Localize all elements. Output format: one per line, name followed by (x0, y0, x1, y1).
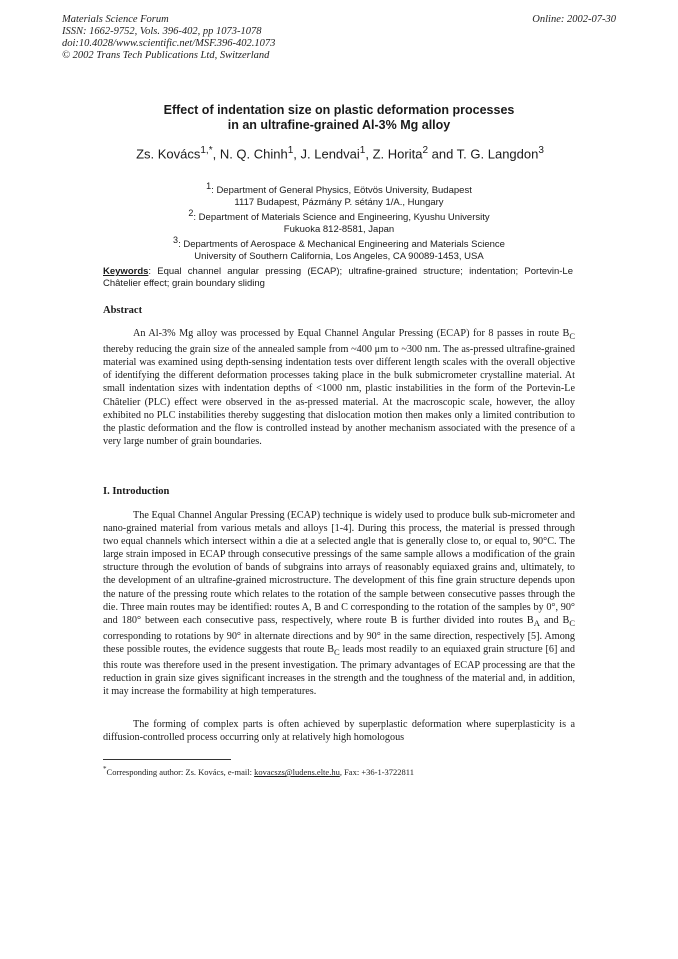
affiliation-line: : Departments of Aerospace & Mechanical Engineering and Materials Science (178, 239, 505, 251)
keywords (103, 266, 573, 290)
issn-line: ISSN: 1662-9752, Vols. 396-402, pp 1073-1078 (62, 26, 262, 37)
abstract-text: thereby reducing the grain size of the annealed sample from ~400 μm to ~300 nm. The as-pressed ultrafine-grained material was examined using depth-sensing indentation tests over different length scales with the overall objective of identifying the different deformation processes taking place in the bulk submicrometer crystalline material. At small indentation sizes with indentation depths of <1000 nm, plastic instabilities in the form of the Portevin-Le Châtelier (PLC) effect were observed in the as-pressed material. At the macroscopic scale, however, the alloy exhibited no PLC instabilities thereby suggesting that dislocation motion then makes only a limited contribution to the plastic deformation and the flow is controlled instead by another mechanism associated with the presence of a very large number of grain boundaries. (103, 344, 575, 447)
author-name: and T. G. Langdon (428, 146, 539, 162)
footnote (103, 765, 573, 777)
title-line-2: in an ultrafine-grained Al-3% Mg alloy (227, 118, 451, 132)
affiliation-mark: 1 (359, 145, 366, 156)
footnote-fax: , Fax: +36-1-3722811 (339, 766, 414, 777)
copyright-line: © 2002 Trans Tech Publications Ltd, Switzerland (62, 50, 270, 61)
author-name: , Z. Horita (365, 146, 423, 162)
affiliation-number: 3 (173, 235, 179, 245)
subscript: A (533, 617, 540, 628)
title-line-1: Effect of indentation size on plastic deformation processes (163, 103, 515, 117)
footnote-rule (103, 759, 231, 760)
affiliation-1 (100, 180, 578, 209)
affiliation-line: 1117 Budapest, Pázmány P. sétány 1/A., Hungary (234, 197, 444, 209)
footnote-mark: * (103, 765, 107, 773)
affiliation-mark: 3 (538, 145, 544, 156)
affiliation-mark: 1,* (200, 145, 213, 156)
journal-name: Materials Science Forum (62, 14, 169, 25)
affiliation-line: : Department of Materials Science and Engineering, Kyushu University (193, 212, 490, 224)
online-date: Online: 2002-07-30 (532, 14, 616, 25)
affiliation-line: Fukuoka 812-8581, Japan (283, 224, 395, 236)
affiliation-line: University of Southern California, Los Angeles, CA 90089-1453, USA (194, 251, 484, 263)
introduction-paragraph-2: The forming of complex parts is often achieved by superplastic deformation where superplasticity is a diffusion-controlled process occurring only at relatively high homologous (103, 719, 575, 744)
affiliation-3 (100, 234, 578, 263)
subscript: C (569, 617, 575, 628)
affiliation-number: 2 (188, 208, 194, 218)
affiliation-mark: 1 (287, 145, 294, 156)
subscript: C (334, 647, 340, 657)
affiliation-line: : Department of General Physics, Eötvös University, Budapest (211, 185, 472, 197)
author-email-link[interactable]: kovacszs@ludens.elte.hu (254, 766, 340, 777)
subscript: C (569, 331, 575, 342)
abstract-paragraph (103, 327, 575, 448)
abstract-text: An Al-3% Mg alloy was processed by Equal Channel Angular Pressing (ECAP) for 8 passes in route B (133, 328, 570, 339)
journal-header (62, 14, 275, 62)
introduction-paragraph-1 (103, 509, 575, 698)
abstract-heading: Abstract (103, 305, 143, 316)
affiliation-number: 1 (206, 181, 212, 191)
paper-title (100, 103, 578, 133)
author-name: , J. Lendvai (293, 146, 360, 162)
body-text: and B (539, 614, 570, 626)
body-text: leads most readily to an equiaxed grain structure [6] and this route was therefore used in the present investigation. The primary advantages of ECAP processing are that the reduction in grain size gives significant increases in the strength and the toughness of the material and, in addition, it may increase the formability at high temperatures. (103, 643, 575, 698)
author-name: , N. Q. Chinh (212, 146, 288, 162)
body-text: corresponding to rotations by 90° in alternate directions and by 90° in the same direction, respectively [5]. Among these possible routes, the evidence suggests that route B (103, 630, 575, 655)
author-name: Zs. Kovács (136, 146, 201, 162)
author-list (90, 145, 590, 161)
keywords-label: Keywords (103, 266, 149, 277)
introduction-heading: I. Introduction (103, 486, 170, 497)
affiliation-2 (100, 207, 578, 236)
body-text: The Equal Channel Angular Pressing (ECAP) technique is widely used to produce bulk sub-micrometer and nano-grained material from various metals and alloys [1-4]. During this process, the material is pressed through two equal channels which intersect within a die at a selected angle that is generally close to, or equal to, 90°C. The large strain imposed in ECAP through consecutive pressings of the same sample allows a modification of the grain structure through the evolution of bands of subgrains into arrays of reasonably equiaxed grains and, ultimately, to the development of an ultrafine-grained microstructure. The development of this fine grain structure depends upon the nature of the pressing route which relates to the rotation of the sample between consecutive passes through the die. Three main routes may be identified: routes A, B and C corresponding to the rotation of the samples by 0°, 90° and 180° between each consecutive pass, respectively, where route B is further divided into routes B (103, 510, 575, 626)
doi-line: doi:10.4028/www.scientific.net/MSF.396-402.1073 (62, 38, 276, 49)
footnote-text: Corresponding author: Zs. Kovács, e-mail: (106, 766, 255, 777)
affiliation-mark: 2 (422, 145, 428, 156)
keywords-text: : Equal channel angular pressing (ECAP); ultrafine-grained structure; indentation; Portevin-Le Châtelier effect; grain boundary sliding (103, 266, 573, 289)
